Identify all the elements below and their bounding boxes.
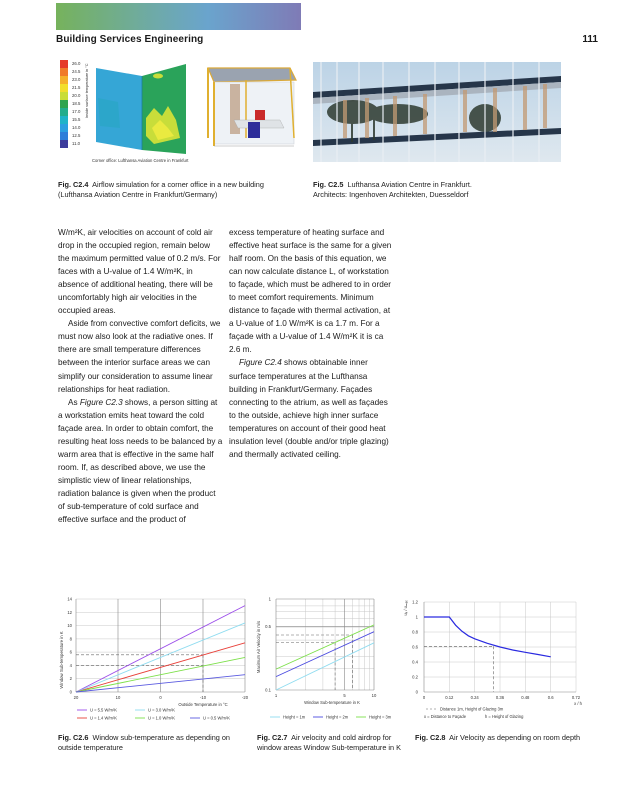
caption-text: Air Velocity as depending on room depth [449, 733, 581, 742]
svg-text:U = 5.5 W/m²K: U = 5.5 W/m²K [90, 707, 117, 713]
paragraph: Figure C2.4 shows obtainable inner surface temperatures at the Lufthansa building in Frankfurt/Germany. Façades connecting to the atrium, as well as façades to the outside, achieve high inner surface temperatures on account of their good heat insulation level (double and/or triple glazing) and thermally activated ceiling. [229, 358, 389, 459]
svg-text:6: 6 [69, 649, 72, 655]
svg-text:20: 20 [73, 695, 79, 700]
svg-text:0.48: 0.48 [521, 695, 530, 700]
body-column-2 [229, 226, 394, 461]
chart-legend [270, 715, 392, 720]
svg-text:0.8: 0.8 [412, 629, 418, 635]
svg-text:26.0: 26.0 [72, 61, 81, 66]
corner-wall-render [96, 64, 186, 154]
x-axis-label: Outside Temperature in °C [178, 702, 228, 707]
paragraph: excess temperature of heating surface and effective heat surface is the same for a given half room. On the basis of this equation, we can now calculate distance L, of workstation to façade, which must be adhered to in order to meet comfort requirements. Minimum distance to façade with thermal activation, at a U-value of 1.0 W/m²K is ca 1.7 m. For a façade with a U-value of 1.4 W/m²K it is ca 2.6 m. [229, 228, 392, 355]
caption-text: Lufthansa Aviation Centre in Frankfurt. Architects: Ingenhoven Architekten, Duesseldorf [313, 180, 472, 199]
svg-text:0.2: 0.2 [412, 674, 418, 680]
airflow-simulation-figure [58, 58, 303, 166]
caption-label: Fig. C2.6 [58, 733, 89, 742]
svg-text:18.5: 18.5 [72, 101, 81, 106]
caption-text: Air velocity and cold airdrop for window areas Window Sub-temperature in K [257, 733, 401, 752]
svg-text:23.0: 23.0 [72, 77, 81, 82]
svg-text:Height = 2m: Height = 2m [326, 714, 349, 720]
paragraph: W/m²K, air velocities on account of cold air drop in the occupied region, remain below the maximum permitted value of 0.2 m/s. For faces with a U-value of 1.4 W/m²K, in absence of additional heating, there will be uncomfortably high air velocities in the occupied areas. [58, 228, 221, 316]
svg-text:Height = 3m: Height = 3m [369, 714, 392, 720]
facade-photo [313, 62, 561, 162]
svg-text:h = Height of Glazing: h = Height of Glazing [485, 714, 524, 719]
figure-reference: Figure C2.4 [239, 358, 282, 368]
svg-text:17.0: 17.0 [72, 109, 81, 114]
svg-text:12: 12 [67, 609, 72, 615]
svg-text:8: 8 [69, 636, 72, 642]
caption-fig-c2-8 [415, 733, 595, 743]
chart-legend [424, 707, 524, 720]
temperature-legend [60, 60, 89, 148]
svg-text:Height = 1m: Height = 1m [283, 714, 306, 720]
caption-text: Window sub-temperature as depending on outside temperature [58, 733, 230, 752]
svg-text:0.6: 0.6 [547, 695, 554, 700]
svg-text:1: 1 [268, 596, 271, 602]
svg-text:0.12: 0.12 [445, 695, 454, 700]
svg-text:U = 1.4 W/m²K: U = 1.4 W/m²K [90, 715, 117, 721]
chart-air-velocity [252, 592, 402, 724]
svg-text:x = Distance to Façade: x = Distance to Façade [424, 714, 466, 719]
svg-text:0.24: 0.24 [470, 695, 479, 700]
running-title: Building Services Engineering [56, 34, 204, 45]
svg-text:0.4: 0.4 [412, 659, 418, 665]
x-axis-label: Window Sub-temperature in K [304, 700, 360, 705]
header-color-banner [56, 3, 301, 30]
svg-text:0: 0 [69, 689, 72, 695]
svg-text:1.2: 1.2 [412, 599, 418, 605]
office-3d-model [208, 68, 296, 146]
caption-fig-c2-4 [58, 180, 298, 200]
svg-text:10: 10 [67, 623, 72, 629]
svg-text:-10: -10 [199, 695, 207, 700]
svg-text:14.0: 14.0 [72, 125, 81, 130]
svg-text:U = 1.0 W/m²K: U = 1.0 W/m²K [148, 715, 175, 721]
page-number: 111 [582, 34, 598, 45]
svg-text:12.5: 12.5 [72, 133, 81, 138]
caption-label: Fig. C2.8 [415, 733, 446, 742]
svg-text:0: 0 [415, 689, 418, 695]
caption-text: Airflow simulation for a corner office in a new building (Lufthansa Aviation Centre in Frankfurt/Germany) [58, 180, 264, 199]
caption-fig-c2-5 [313, 180, 503, 200]
y-axis-label: Window Sub-temperature in K [59, 631, 64, 689]
chart-air-velocity-room-depth [400, 592, 590, 724]
svg-text:0.72: 0.72 [571, 695, 581, 700]
chart-window-subtemperature [55, 592, 250, 724]
sim-inner-caption: Corner office: Lufthansa Aviation Centre in Frankfurt [92, 158, 189, 163]
svg-text:24.5: 24.5 [72, 69, 81, 74]
paragraph: Aside from convective comfort deficits, we must now also look at the radiative ones. If there are small temperature differences between the interior surface areas we can simplify our consideration to assume linear relationships for heat radiation. [58, 319, 221, 394]
svg-text:10: 10 [371, 693, 377, 698]
svg-text:1: 1 [415, 614, 418, 620]
caption-fig-c2-6 [58, 733, 233, 753]
x-axis-label: x / h [574, 701, 582, 706]
svg-text:Inside surface temperature in: Inside surface temperature in °C [85, 63, 89, 118]
svg-text:0.5: 0.5 [265, 624, 271, 629]
caption-label: Fig. C2.5 [313, 180, 344, 189]
svg-text:20.0: 20.0 [72, 93, 81, 98]
svg-text:10: 10 [115, 695, 121, 700]
figure-reference: Figure C2.3 [79, 397, 123, 407]
svg-text:0: 0 [422, 695, 426, 700]
svg-text:11.0: 11.0 [72, 141, 81, 146]
body-column-1 [58, 226, 223, 526]
svg-text:0: 0 [159, 695, 162, 700]
svg-text:14: 14 [67, 596, 72, 602]
svg-text:-20: -20 [241, 695, 249, 700]
chart-legend [77, 708, 230, 721]
svg-text:5: 5 [343, 693, 346, 698]
svg-text:Distance 1m, Height of Glazing: Distance 1m, Height of Glazing 3m [440, 706, 504, 712]
svg-text:2: 2 [69, 676, 72, 682]
y-axis-label: uₓ / uₘₐₓ [403, 600, 408, 616]
svg-text:U = 3.0 W/m²K: U = 3.0 W/m²K [148, 707, 175, 713]
svg-text:0.36: 0.36 [495, 695, 505, 700]
caption-label: Fig. C2.4 [58, 180, 89, 189]
svg-text:U = 0.5 W/m²K: U = 0.5 W/m²K [203, 715, 230, 721]
paragraph: As Figure C2.3 shows, a person sitting at a workstation emits heat toward the cold façade area. In order to obtain comfort, the resulting heat loss needs to be balanced by a warm area that is effective in the same half room. If, as described above, we use the simplistic view of linear relationships, radiation balance is given when the product of sub-temperature of cold surface and effective surface and the product of [58, 397, 223, 525]
svg-text:1: 1 [274, 693, 278, 698]
svg-text:21.5: 21.5 [72, 85, 81, 90]
caption-fig-c2-7 [257, 733, 407, 753]
y-axis-label: Maximum Air Velocity in m/s [256, 620, 261, 674]
svg-text:0.6: 0.6 [412, 644, 418, 650]
svg-text:0.1: 0.1 [265, 687, 271, 693]
svg-text:4: 4 [69, 662, 72, 668]
svg-text:15.5: 15.5 [72, 117, 81, 122]
caption-label: Fig. C2.7 [257, 733, 288, 742]
